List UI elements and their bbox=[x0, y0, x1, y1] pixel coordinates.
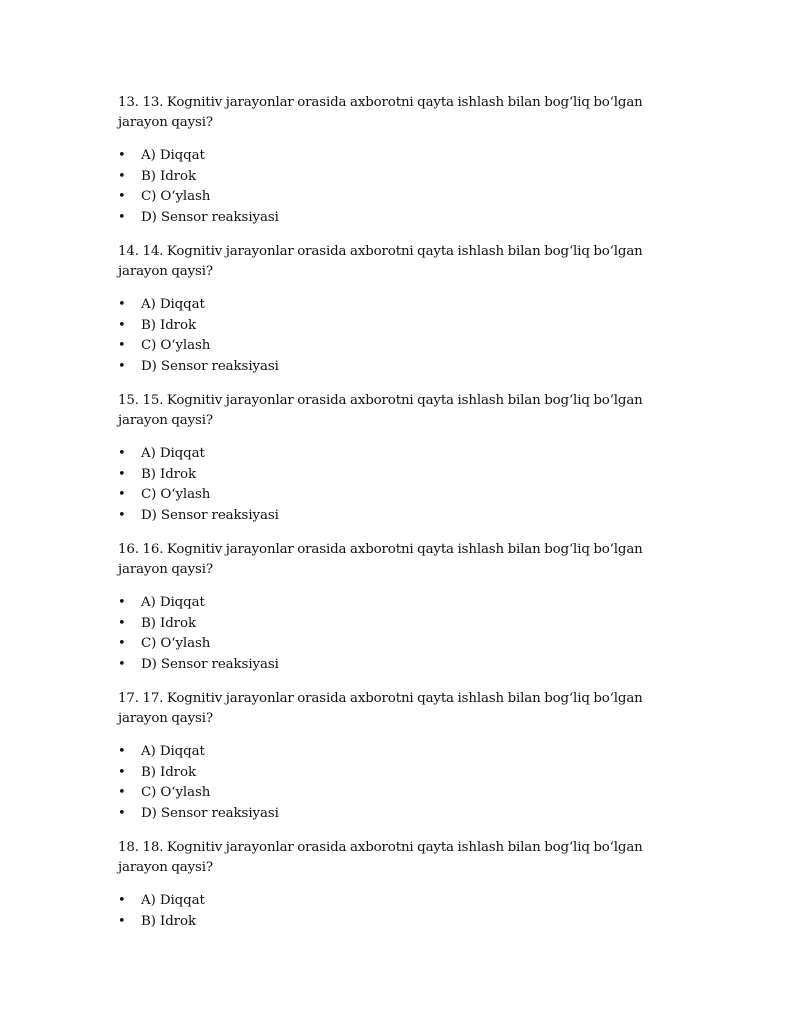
bullet-icon: • bbox=[118, 466, 126, 482]
question-15 bbox=[118, 391, 678, 526]
bullet-icon: • bbox=[118, 744, 126, 759]
option-item bbox=[118, 912, 678, 933]
bullet-icon: • bbox=[118, 595, 126, 610]
bullet-icon: • bbox=[118, 805, 126, 821]
bullet-icon: • bbox=[118, 507, 126, 523]
option-label: D) Sensor reaksiyasi bbox=[141, 209, 279, 225]
document-page bbox=[118, 93, 678, 946]
bullet-icon: • bbox=[118, 785, 126, 800]
question-text: 16. 16. Kognitiv jarayonlar orasida axborotni qayta ishlash bilan bog‘liq bo‘lgan jarayon qaysi? bbox=[118, 542, 643, 577]
question-text: 17. 17. Kognitiv jarayonlar orasida axborotni qayta ishlash bilan bog‘liq bo‘lgan jarayon qaysi? bbox=[118, 691, 643, 726]
bullet-icon: • bbox=[118, 446, 126, 461]
option-list bbox=[118, 444, 678, 526]
option-list bbox=[118, 146, 678, 228]
option-item bbox=[118, 208, 678, 229]
bullet-icon: • bbox=[118, 297, 126, 312]
bullet-icon: • bbox=[118, 487, 126, 502]
option-item bbox=[118, 891, 678, 912]
option-item bbox=[118, 357, 678, 378]
question-17 bbox=[118, 689, 678, 824]
option-label: C) O‘ylash bbox=[141, 487, 211, 502]
question-13 bbox=[118, 93, 678, 228]
bullet-icon: • bbox=[118, 168, 126, 184]
option-item bbox=[118, 804, 678, 825]
option-label: D) Sensor reaksiyasi bbox=[141, 507, 279, 523]
option-item bbox=[118, 742, 678, 763]
bullet-icon: • bbox=[118, 209, 126, 225]
bullet-icon: • bbox=[118, 189, 126, 204]
option-label: B) Idrok bbox=[141, 913, 196, 929]
bullet-icon: • bbox=[118, 656, 126, 672]
option-label: B) Idrok bbox=[141, 615, 196, 631]
option-label: B) Idrok bbox=[141, 466, 196, 482]
option-label: D) Sensor reaksiyasi bbox=[141, 805, 279, 821]
option-label: B) Idrok bbox=[141, 317, 196, 333]
option-list bbox=[118, 295, 678, 377]
option-label: D) Sensor reaksiyasi bbox=[141, 656, 279, 672]
option-item bbox=[118, 187, 678, 208]
option-item bbox=[118, 485, 678, 506]
option-label: C) O‘ylash bbox=[141, 785, 211, 800]
question-18 bbox=[118, 838, 678, 932]
bullet-icon: • bbox=[118, 913, 126, 929]
bullet-icon: • bbox=[118, 615, 126, 631]
option-item bbox=[118, 763, 678, 784]
option-item bbox=[118, 655, 678, 676]
option-label: C) O‘ylash bbox=[141, 189, 211, 204]
bullet-icon: • bbox=[118, 317, 126, 333]
bullet-icon: • bbox=[118, 358, 126, 374]
option-item bbox=[118, 444, 678, 465]
option-item bbox=[118, 295, 678, 316]
option-item bbox=[118, 316, 678, 337]
option-label: A) Diqqat bbox=[141, 744, 205, 759]
option-label: A) Diqqat bbox=[141, 297, 205, 312]
option-label: C) O‘ylash bbox=[141, 338, 211, 353]
option-item bbox=[118, 634, 678, 655]
option-label: B) Idrok bbox=[141, 168, 196, 184]
option-label: A) Diqqat bbox=[141, 595, 205, 610]
option-label: D) Sensor reaksiyasi bbox=[141, 358, 279, 374]
bullet-icon: • bbox=[118, 636, 126, 651]
option-item bbox=[118, 783, 678, 804]
option-list bbox=[118, 742, 678, 824]
option-list bbox=[118, 593, 678, 675]
option-list bbox=[118, 891, 678, 932]
question-text: 18. 18. Kognitiv jarayonlar orasida axborotni qayta ishlash bilan bog‘liq bo‘lgan jarayon qaysi? bbox=[118, 840, 643, 875]
bullet-icon: • bbox=[118, 764, 126, 780]
question-14 bbox=[118, 242, 678, 377]
bullet-icon: • bbox=[118, 893, 126, 908]
option-label: A) Diqqat bbox=[141, 148, 205, 163]
option-item bbox=[118, 465, 678, 486]
question-16 bbox=[118, 540, 678, 675]
question-text: 15. 15. Kognitiv jarayonlar orasida axborotni qayta ishlash bilan bog‘liq bo‘lgan jarayon qaysi? bbox=[118, 393, 643, 428]
option-item bbox=[118, 614, 678, 635]
option-label: A) Diqqat bbox=[141, 893, 205, 908]
option-item bbox=[118, 336, 678, 357]
bullet-icon: • bbox=[118, 338, 126, 353]
option-item bbox=[118, 506, 678, 527]
option-label: B) Idrok bbox=[141, 764, 196, 780]
option-item bbox=[118, 593, 678, 614]
option-item bbox=[118, 167, 678, 188]
bullet-icon: • bbox=[118, 148, 126, 163]
option-item bbox=[118, 146, 678, 167]
question-text: 13. 13. Kognitiv jarayonlar orasida axborotni qayta ishlash bilan bog‘liq bo‘lgan jarayon qaysi? bbox=[118, 95, 643, 130]
question-text: 14. 14. Kognitiv jarayonlar orasida axborotni qayta ishlash bilan bog‘liq bo‘lgan jarayon qaysi? bbox=[118, 244, 643, 279]
option-label: C) O‘ylash bbox=[141, 636, 211, 651]
option-label: A) Diqqat bbox=[141, 446, 205, 461]
